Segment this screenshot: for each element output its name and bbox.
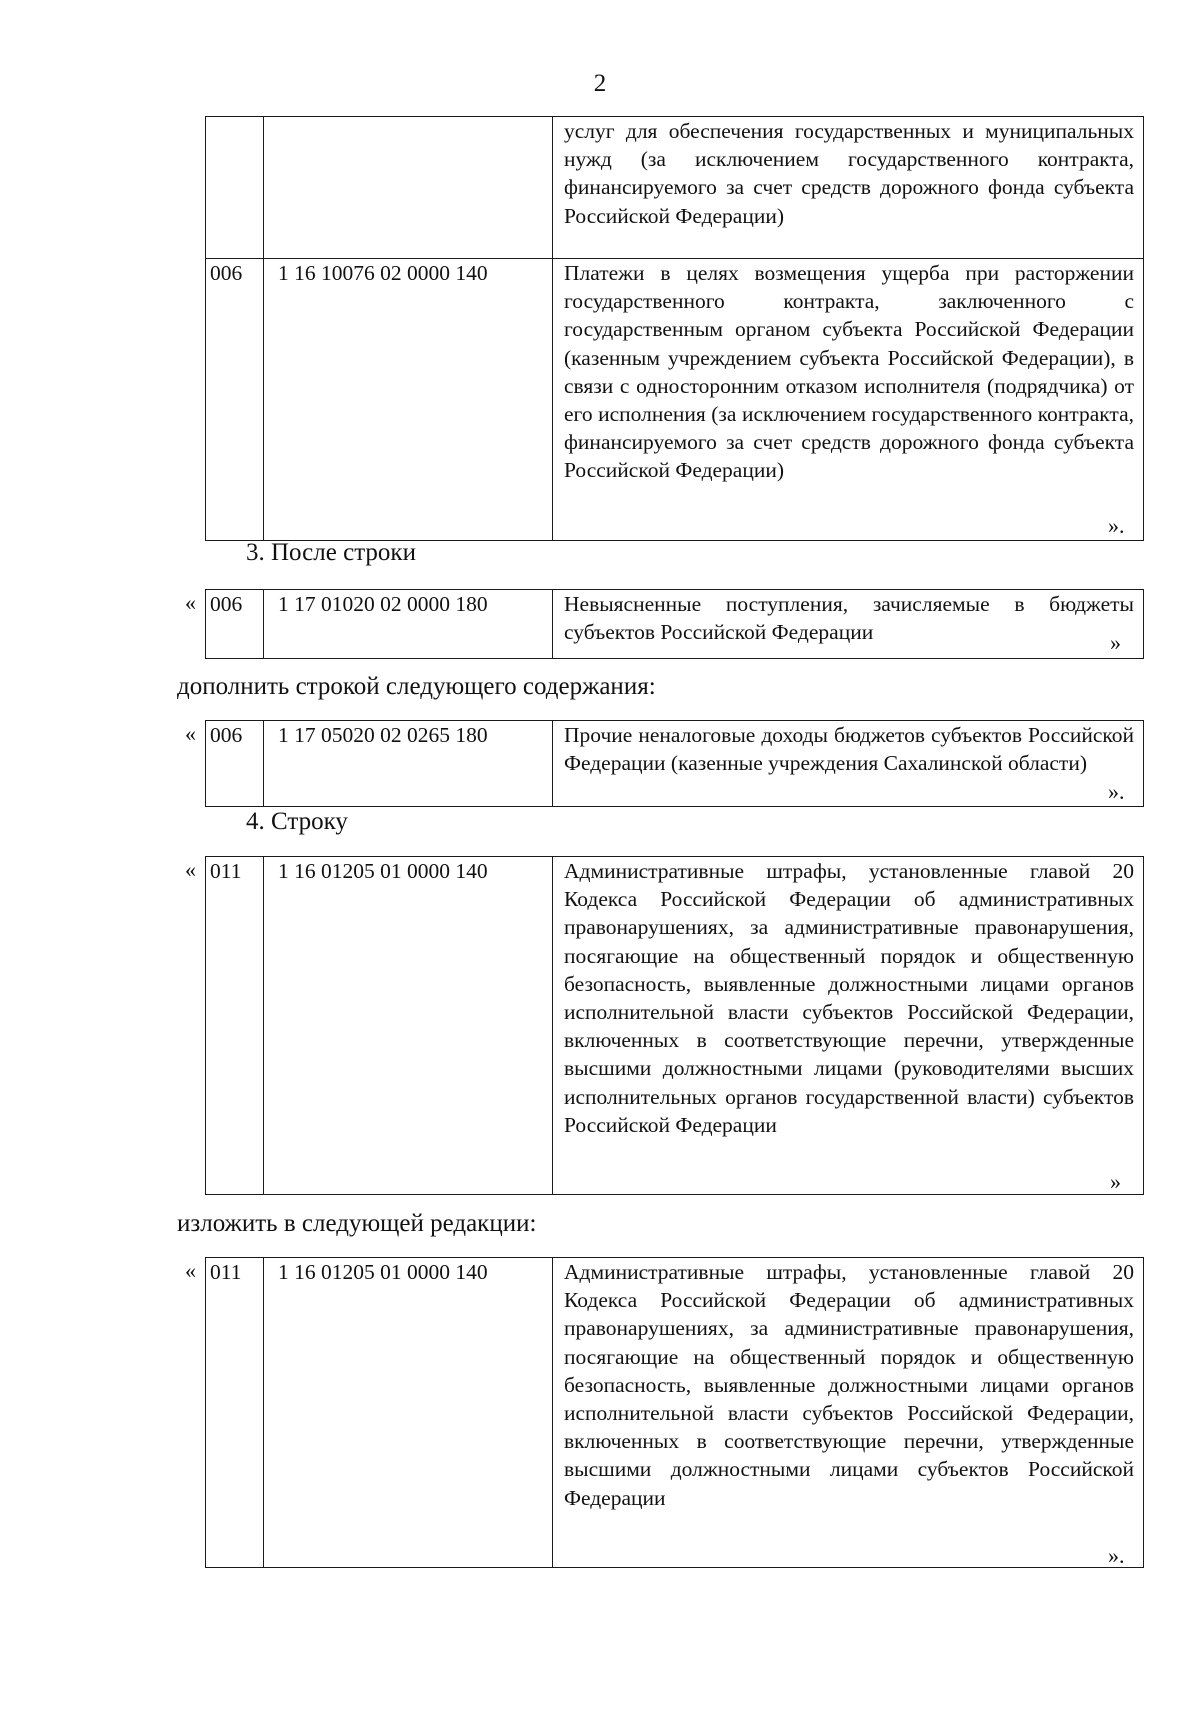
closing-quote: » [1110,1169,1121,1194]
opening-quote: « [185,857,196,882]
table-after-row [205,589,1144,659]
table-row [206,259,1144,541]
row-number-cell: 006 [206,721,264,807]
code-cell: 1 17 05020 02 0265 180 [264,721,553,807]
table-row [206,721,1144,807]
page-number: 2 [593,70,607,97]
section-heading: 3. После строки [246,539,416,566]
opening-quote: « [185,590,196,615]
row-number-cell [206,117,264,259]
description-cell: Административные штрафы, установленные главой 20 Кодекса Российской Федерации об административных правонарушениях, за административные правонарушения, посягающие на общественный порядок и общественную безопасность, выявленные должностными лицами органов исполнительной власти субъектов Российской Федерации, включенных в соответствующие перечни, утвержденные высшими должностными лицами (руководителями высших исполнительных органов государственной власти) субъектов Российской Федерации [553,857,1144,1195]
table-old-row [205,856,1144,1195]
table-row [206,857,1144,1195]
opening-quote: « [185,1258,196,1283]
code-cell [264,117,553,259]
code-cell: 1 16 01205 01 0000 140 [264,857,553,1195]
closing-quote: » [1110,630,1121,655]
description-cell: Прочие неналоговые доходы бюджетов субъектов Российской Федерации (казенные учреждения Сахалинской области) [553,721,1144,807]
closing-quote: ». [1108,513,1125,538]
table-row [206,590,1144,659]
table-continued [205,116,1144,541]
opening-quote: « [185,721,196,746]
code-cell: 1 16 10076 02 0000 140 [264,259,553,541]
body-text: дополнить строкой следующего содержания: [177,673,656,700]
body-text: изложить в следующей редакции: [177,1210,537,1237]
row-number-cell: 011 [206,1258,264,1568]
table-new-row [205,720,1144,807]
description-cell: Невыясненные поступления, зачисляемые в бюджеты субъектов Российской Федерации [553,590,1144,659]
code-cell: 1 16 01205 01 0000 140 [264,1258,553,1568]
table-row [206,1258,1144,1568]
row-number-cell: 006 [206,259,264,541]
closing-quote: ». [1108,779,1125,804]
table-restated-row [205,1257,1144,1568]
description-cell: Платежи в целях возмещения ущерба при расторжении государственного контракта, заключенного с государственным органом субъекта Российской Федерации (казенным учреждением субъекта Российской Федерации), в связи с односторонним отказом исполнителя (подрядчика) от его исполнения (за исключением государственного контракта, финансируемого за счет средств дорожного фонда субъекта Российской Федерации) [553,259,1144,541]
description-cell: Административные штрафы, установленные главой 20 Кодекса Российской Федерации об административных правонарушениях, за административные правонарушения, посягающие на общественный порядок и общественную безопасность, выявленные должностными лицами органов исполнительной власти субъектов Российской Федерации, включенных в соответствующие перечни, утвержденные высшими должностными лицами субъектов Российской Федерации [553,1258,1144,1568]
code-cell: 1 17 01020 02 0000 180 [264,590,553,659]
section-heading: 4. Строку [246,808,348,835]
closing-quote: ». [1108,1543,1125,1568]
table-row [206,117,1144,259]
description-cell: услуг для обеспечения государственных и муниципальных нужд (за исключением государственного контракта, финансируемого за счет средств дорожного фонда субъекта Российской Федерации) [553,117,1144,259]
row-number-cell: 006 [206,590,264,659]
row-number-cell: 011 [206,857,264,1195]
